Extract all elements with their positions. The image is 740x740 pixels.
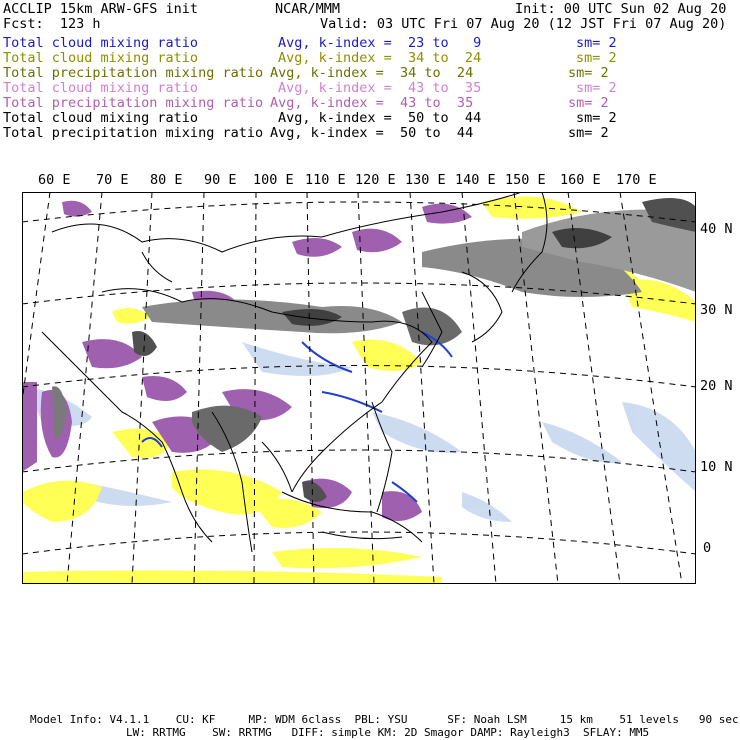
lon-label: 90 E <box>204 172 237 188</box>
lat-label: 30 N <box>700 302 733 318</box>
org-label: NCAR/MMM <box>275 1 341 17</box>
lat-label: 10 N <box>700 459 733 475</box>
model-title: ACCLIP 15km ARW-GFS init <box>3 1 199 17</box>
lat-label: 40 N <box>700 221 733 237</box>
field-desc: Avg, k-index = 34 to 24 <box>270 65 474 81</box>
field-desc: Avg, k-index = 50 to 44 <box>270 125 474 141</box>
field-desc: Avg, k-index = 34 to 24 <box>278 50 482 66</box>
valid-time: Valid: 03 UTC Fri 07 Aug 20 (12 JST Fri 07 Aug 20) <box>320 16 727 32</box>
field-name: Total precipitation mixing ratio <box>3 65 264 81</box>
field-name: Total cloud mixing ratio <box>3 50 199 66</box>
lon-label: 160 E <box>560 172 601 188</box>
lon-label: 80 E <box>150 172 183 188</box>
field-name: Total precipitation mixing ratio <box>3 125 264 141</box>
field-desc: Avg, k-index = 43 to 35 <box>278 80 482 96</box>
field-name: Total precipitation mixing ratio <box>3 95 264 111</box>
lon-label: 70 E <box>96 172 129 188</box>
field-name: Total cloud mixing ratio <box>3 80 199 96</box>
field-sm: sm= 2 <box>576 35 617 51</box>
field-sm: sm= 2 <box>568 65 609 81</box>
field-name: Total cloud mixing ratio <box>3 35 199 51</box>
lon-label: 140 E <box>455 172 496 188</box>
lat-label: 0 <box>703 540 712 556</box>
field-desc: Avg, k-index = 23 to 9 <box>278 35 482 51</box>
lon-label: 60 E <box>38 172 71 188</box>
lon-label: 150 E <box>505 172 546 188</box>
lat-label: 20 N <box>700 378 733 394</box>
lon-label: 120 E <box>355 172 396 188</box>
model-info-line2: LW: RRTMG SW: RRTMG DIFF: simple KM: 2D Smagor DAMP: Rayleigh3 SFLAY: MM5 <box>126 726 650 739</box>
lon-label: 100 E <box>253 172 294 188</box>
model-info-line1: Model Info: V4.1.1 CU: KF MP: WDM 6class PBL: YSU SF: Noah LSM 15 km 51 levels 90 sec <box>30 713 739 726</box>
lon-label: 110 E <box>305 172 346 188</box>
field-desc: Avg, k-index = 43 to 35 <box>270 95 474 111</box>
field-sm: sm= 2 <box>576 110 617 126</box>
field-name: Total cloud mixing ratio <box>3 110 199 126</box>
field-desc: Avg, k-index = 50 to 44 <box>278 110 482 126</box>
lon-label: 170 E <box>616 172 657 188</box>
forecast-map <box>22 192 696 584</box>
field-sm: sm= 2 <box>576 50 617 66</box>
field-sm: sm= 2 <box>568 125 609 141</box>
forecast-hour: Fcst: 123 h <box>3 16 101 32</box>
lon-label: 130 E <box>405 172 446 188</box>
field-sm: sm= 2 <box>576 80 617 96</box>
field-sm: sm= 2 <box>568 95 609 111</box>
init-time: Init: 00 UTC Sun 02 Aug 20 <box>515 1 727 17</box>
